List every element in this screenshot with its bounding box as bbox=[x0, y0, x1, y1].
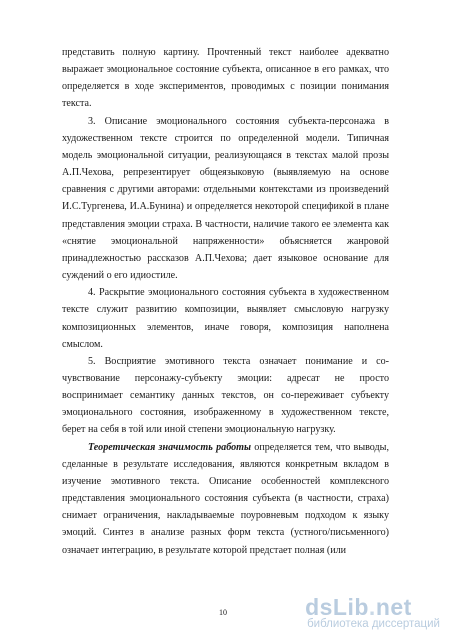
paragraph-4 bbox=[62, 353, 389, 439]
paragraph-2-text: 3. Описание эмоционального состояния субъекта-персонажа в художественном тексте строится по определенной модели. Типичная модель эмоциональной ситуации, реализующаяся в текстах малой прозы А.П.Чехова, репрезентирует общеязыковую (выявляемую на основе сравнения с другими авторами: отдельными контекстами из произведений И.С.Тургенева, И.А.Бунина) и определяется некоторой спецификой в плане представления эмоции страха. В частности, наличие такого ее элемента как «снятие эмоциональной напряженности» объясняется жанровой принадлежностью рассказов А.П.Чехова; дает языковое основание для суждений о его идиостиле. bbox=[62, 115, 389, 282]
paragraph-4-text: 5. Восприятие эмотивного текста означает понимание и со-чувствование персонажу-субъекту эмоции: адресат не просто воспринимает семантику данных текстов, он со-переживает субъекту эмоционального состояния, изображенному в художественном тексте, берет на себя в той или иной степени эмоциональную нагрузку. bbox=[62, 355, 389, 436]
paragraph-5-lead: Теоретическая значимость работы bbox=[88, 441, 251, 453]
logo-dot: . bbox=[368, 594, 376, 620]
paragraph-3 bbox=[62, 284, 389, 353]
paragraph-1-text: представить полную картину. Прочтенный текст наиболее адекватно выражает эмоциональное состояние субъекта, описанное в его рамках, что определяется в ходе экспериментов, проводимых с позиции понимания текста. bbox=[62, 47, 389, 110]
paragraph-1 bbox=[62, 44, 389, 113]
dslib-watermark bbox=[305, 595, 440, 630]
paragraph-2 bbox=[62, 113, 389, 285]
paragraph-3-text: 4. Раскрытие эмоционального состояния субъекта в художественном тексте служит развитию композиции, выявляет смысловую нагрузку композиционных элементов, иначе говоря, композиция наполнена смыслом. bbox=[62, 287, 389, 350]
logo-right: net bbox=[375, 594, 412, 620]
page-number: 10 bbox=[219, 608, 227, 617]
dslib-logo bbox=[305, 595, 440, 619]
body-text bbox=[62, 44, 389, 559]
paragraph-5-text: определяется тем, что выводы, сделанные в результате исследования, являются конкретным вкладом в изучение эмотивного текста. Описание особенностей комплексного представления эмоционального состояния субъекта (в частности, страха) снимает ограничения, накладываемые поуровневым подходом к языку эмоций. Синтез в анализе разных форм текста (устного/письменного) означает интеграцию, в результате которой предстает полная (или bbox=[62, 441, 389, 556]
logo-left: dsLib bbox=[305, 594, 369, 620]
dslib-tagline: библиотека диссертаций bbox=[307, 618, 440, 630]
paragraph-5 bbox=[62, 439, 389, 559]
